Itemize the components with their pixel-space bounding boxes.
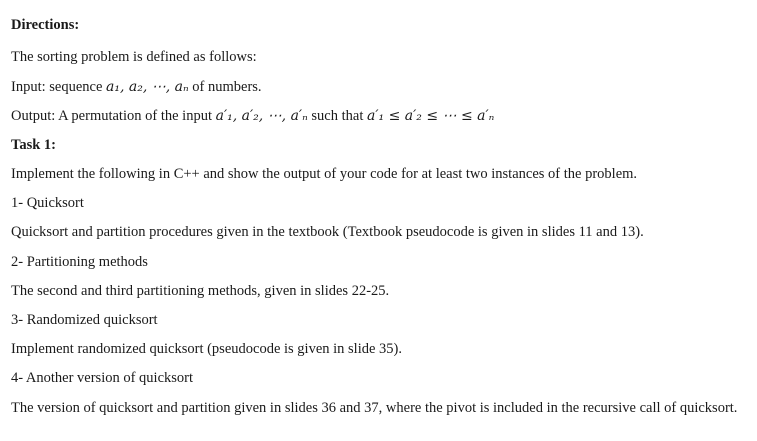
item-3-description: Implement randomized quicksort (pseudocode is given in slide 35). xyxy=(11,341,403,357)
directions-heading: Directions: xyxy=(11,17,80,33)
input-label: Input: sequence xyxy=(11,79,103,95)
item-2-title: 2- Partitioning methods xyxy=(11,254,148,270)
output-mid: such that xyxy=(311,108,364,124)
item-4-description: The version of quicksort and partition given in slides 36 and 37, where the pivot is included in the recursive call of quicksort. xyxy=(11,400,738,416)
output-order: a′₁ ≤ a′₂ ≤ ⋯ ≤ a′ₙ xyxy=(366,108,495,124)
task-description: Implement the following in C++ and show the output of your code for at least two instances of the problem. xyxy=(11,166,638,182)
item-4-title: 4- Another version of quicksort xyxy=(11,370,194,386)
input-suffix: of numbers. xyxy=(192,79,262,95)
task-heading: Task 1: xyxy=(11,137,57,153)
intro-text: The sorting problem is defined as follows: xyxy=(11,49,257,65)
input-sequence: a₁, a₂, ⋯, aₙ xyxy=(106,79,189,95)
output-definition xyxy=(11,108,494,125)
item-1-title: 1- Quicksort xyxy=(11,195,84,211)
input-definition xyxy=(11,79,262,96)
output-sequence: a′₁, a′₂, ⋯, a′ₙ xyxy=(215,108,308,124)
item-3-title: 3- Randomized quicksort xyxy=(11,312,158,328)
item-1-description: Quicksort and partition procedures given in the textbook (Textbook pseudocode is given in slides 11 and 13). xyxy=(11,224,644,240)
item-2-description: The second and third partitioning methods, given in slides 22-25. xyxy=(11,283,390,299)
output-label: Output: A permutation of the input xyxy=(11,108,212,124)
